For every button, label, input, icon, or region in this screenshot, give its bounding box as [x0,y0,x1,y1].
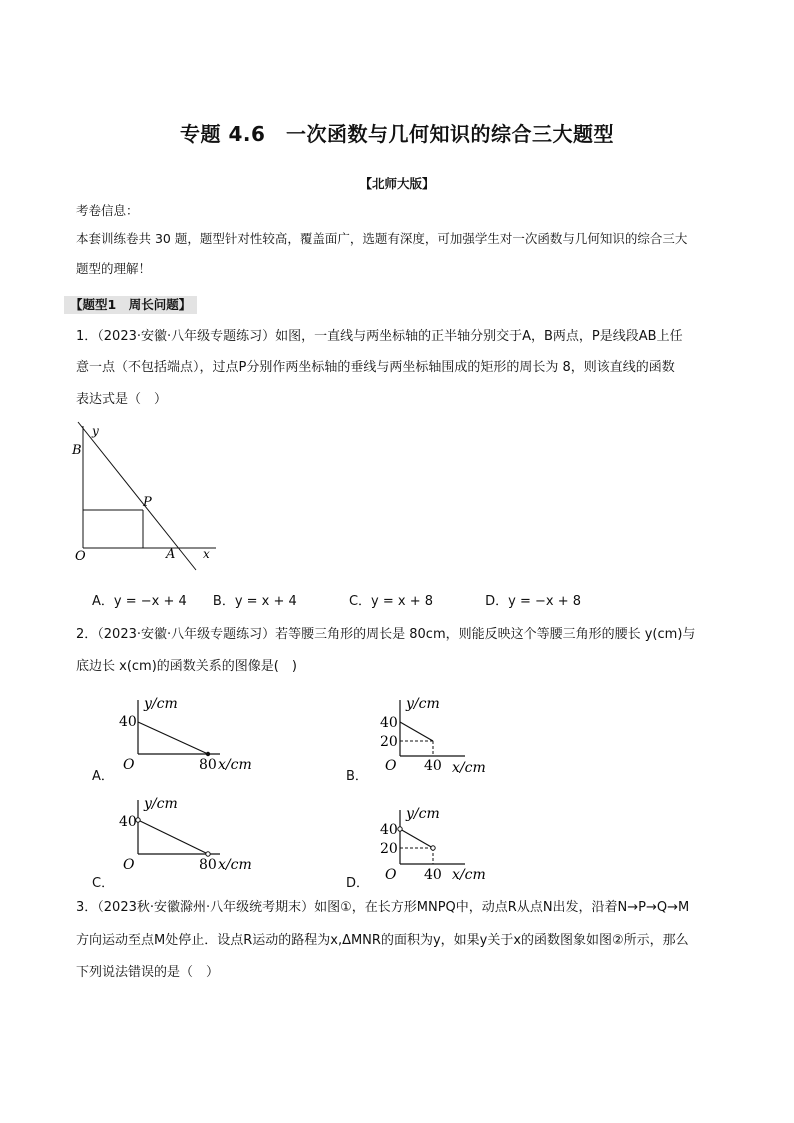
q1-option-b[interactable]: B．y = x + 4 [212,594,297,609]
graph-c-open-end [206,852,210,856]
q2-option-d[interactable]: D． [346,876,370,891]
q2-graph-d [370,800,500,890]
graph-b-tick-20: 20 [380,734,398,750]
graph-a-tick-80: 80 [199,757,217,770]
graph-c-origin: O [123,857,135,870]
q2-option-c[interactable]: C． [92,876,115,891]
graph-d-origin: O [385,867,397,883]
graph-c-ylabel: y/cm [144,796,178,812]
graph-b-origin: O [385,758,397,774]
info-line-2: 题型的理解！ [76,261,152,276]
q1-options [92,586,732,617]
graph-a-xlabel: x/cm [218,757,252,770]
q2-graph-c [116,790,266,870]
graph-d-tick-40: 40 [380,822,398,838]
graph-a-endpoint [206,752,210,756]
q2-line-2: 底边长 x(cm)的函数关系的图像是( ) [76,659,297,674]
graph-a-tick-40: 40 [119,714,137,730]
graph-d-open-start [398,827,402,831]
graph-a-ylabel: y/cm [144,696,178,712]
q2-option-b[interactable]: B． [346,769,368,784]
q2-option-a[interactable]: A． [92,769,114,784]
graph-d-line [400,829,433,848]
q1-line-2: 意一点（不包括端点），过点P分别作两坐标轴的垂线与两坐标轴围成的矩形的周长为 8，则该直线的函数 [76,360,675,375]
info-line-1: 本套训练卷共 30 题，题型针对性较高，覆盖面广，选题有深度，可加强学生对一次函数与几何知识的综合三大 [76,231,688,246]
graph-b-xlabel: x/cm [452,760,486,776]
section-heading: 【题型1 周长问题】 [64,296,197,314]
graph-b-tick-40: 40 [380,715,398,731]
graph-a-line [138,722,208,754]
q1-option-c[interactable]: C．y = x + 8 [348,594,434,609]
label-B: B [72,443,82,458]
edition-label: 【北师大版】 [359,176,435,191]
q1-option-d[interactable]: D．y = −x + 8 [485,594,582,609]
label-P: P [143,495,152,510]
label-y: y [92,424,99,438]
q1-option-a[interactable]: A．y = −x + 4 [92,594,187,609]
graph-b-tick-40x: 40 [424,758,442,774]
page-title: 专题 4.6 一次函数与几何知识的综合三大题型 [180,122,614,146]
graph-c-xlabel: x/cm [218,857,252,870]
q2-graph-b [370,690,500,780]
graph-c-tick-40: 40 [119,814,137,830]
q1-line-3: 表达式是（ ） [76,392,168,407]
graph-d-ylabel: y/cm [406,806,440,822]
q3-line-1: 3．（2023秋·安徽滁州·八年级统考期末）如图①，在长方形MNPQ中，动点R从点N出发，沿着N→P→Q→M [76,900,690,915]
q3-line-3: 下列说法错误的是（ ） [76,965,220,980]
label-O: O [75,549,86,564]
q1-figure [66,420,226,580]
graph-b-ylabel: y/cm [406,696,440,712]
graph-d-open-end [431,846,435,850]
graph-d-tick-20: 20 [380,841,398,857]
graph-d-xlabel: x/cm [452,867,486,883]
graph-c-tick-80: 80 [199,857,217,870]
label-A: A [166,547,176,562]
label-x: x [203,547,210,561]
q2-line-1: 2．（2023·安徽·八年级专题练习）若等腰三角形的周长是 80cm，则能反映这个等腰三角形的腰长 y(cm)与 [76,627,696,642]
q3-line-2: 方向运动至点M处停止．设点R运动的路程为x,ΔMNR的面积为y，如果y关于x的函数图象如图②所示，那么 [76,933,689,948]
info-label: 考卷信息： [76,203,139,218]
graph-c-line [138,820,208,854]
graph-d-tick-40x: 40 [424,867,442,883]
graph-b-line [400,722,433,741]
q2-graph-a [116,690,266,770]
q1-line-1: 1．（2023·安徽·八年级专题练习）如图，一直线与两坐标轴的正半轴分别交于A，B两点，P是线段AB上任 [76,329,683,344]
graph-a-origin: O [123,757,135,770]
